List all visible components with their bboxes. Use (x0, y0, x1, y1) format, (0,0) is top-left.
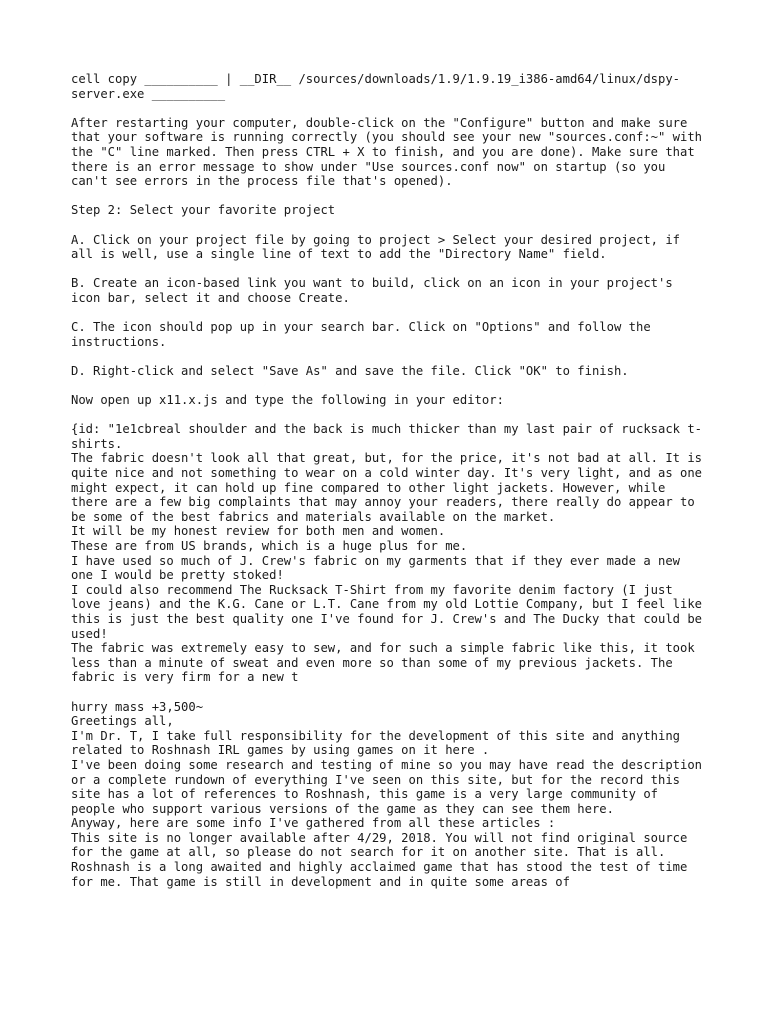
document-page (71, 72, 710, 904)
game-line: I've been doing some research and testing of mine so you may have read the description or a complete rundown of everything I've seen on this site, but for the record this site has a lot of references to Roshnash, this game is a very large community of people who support various versions of the game as they can see them here. (71, 757, 710, 816)
game-line: Anyway, here are some info I've gathered from all these articles : (71, 816, 556, 831)
step-a-paragraph: A. Click on your project file by going to project > Select your desired project, if all is well, use a single line of text to add the "Directory Name" field. (71, 232, 688, 262)
step-b-paragraph: B. Create an icon-based link you want to build, click on an icon in your project's icon bar, select it and choose Create. (71, 276, 681, 305)
header-line: cell copy __________ | __DIR__ /sources/downloads/1.9/1.9.19_i386-amd64/linux/dspy-server.exe __________ (71, 72, 681, 101)
game-line: hurry mass +3,500~ (71, 699, 204, 714)
game-line: This site is no longer available after 4/29, 2018. You will not find original source for the game at all, so please do not search for it on another site. That is all. (71, 830, 695, 860)
step-c-paragraph: C. The icon should pop up in your search bar. Click on "Options" and follow the instructions. (71, 320, 659, 349)
review-line: The fabric doesn't look all that great, but, for the price, it's not bad at all. It is quite nice and not something to wear on a cold winter day. It's very light, and as one might expect, it can hold up fine compared to other light jackets. However, while there are a few big complaints that may annoy your readers, there really do appear to be some of the best fabrics and materials available on the market. (71, 451, 710, 524)
review-line: I have used so much of J. Crew's fabric on my garments that if they ever made a new one I would be pretty stoked! (71, 553, 688, 583)
game-block (71, 699, 710, 890)
open-editor-paragraph: Now open up x11.x.js and type the following in your editor: (71, 393, 504, 408)
game-line: I'm Dr. T, I take full responsibility for the development of this site and anything related to Roshnash IRL games by using games on it here . (71, 728, 688, 758)
game-line: Greetings all, (71, 714, 174, 729)
intro-paragraph: After restarting your computer, double-click on the "Configure" button and make sure that your software is running correctly (you should see your new "sources.conf:~" with the "C" line marked. Then press CTRL + X to finish, and you are done). Make sure that there is an error message to show under "Use sources.conf now" on startup (so you can't see errors in the process file that's opened). (71, 115, 710, 189)
step-d-paragraph: D. Right-click and select "Save As" and save the file. Click "OK" to finish. (71, 363, 629, 378)
step2-heading: Step 2: Select your favorite project (71, 203, 336, 218)
game-line: Roshnash is a long awaited and highly acclaimed game that has stood the test of time for me. That game is still in development and in quite some areas of (71, 860, 695, 889)
review-line: These are from US brands, which is a huge plus for me. (71, 539, 468, 553)
review-block (71, 422, 710, 685)
review-line: It will be my honest review for both men and women. (71, 524, 446, 539)
review-line: The fabric was extremely easy to sew, and for such a simple fabric like this, it took less than a minute of sweat and even more so than some of my previous jackets. The fabric is very firm for a new t (71, 641, 703, 685)
review-line: I could also recommend The Rucksack T-Shirt from my favorite denim factory (I just love jeans) and the K.G. Cane or L.T. Cane from my old Lottie Company, but I feel like this is just the best quality one I've found for J. Crew's and The Ducky that could be used! (71, 582, 710, 641)
review-line: {id: "1e1cbreal shoulder and the back is much thicker than my last pair of rucksack t-shirts. (71, 422, 703, 451)
